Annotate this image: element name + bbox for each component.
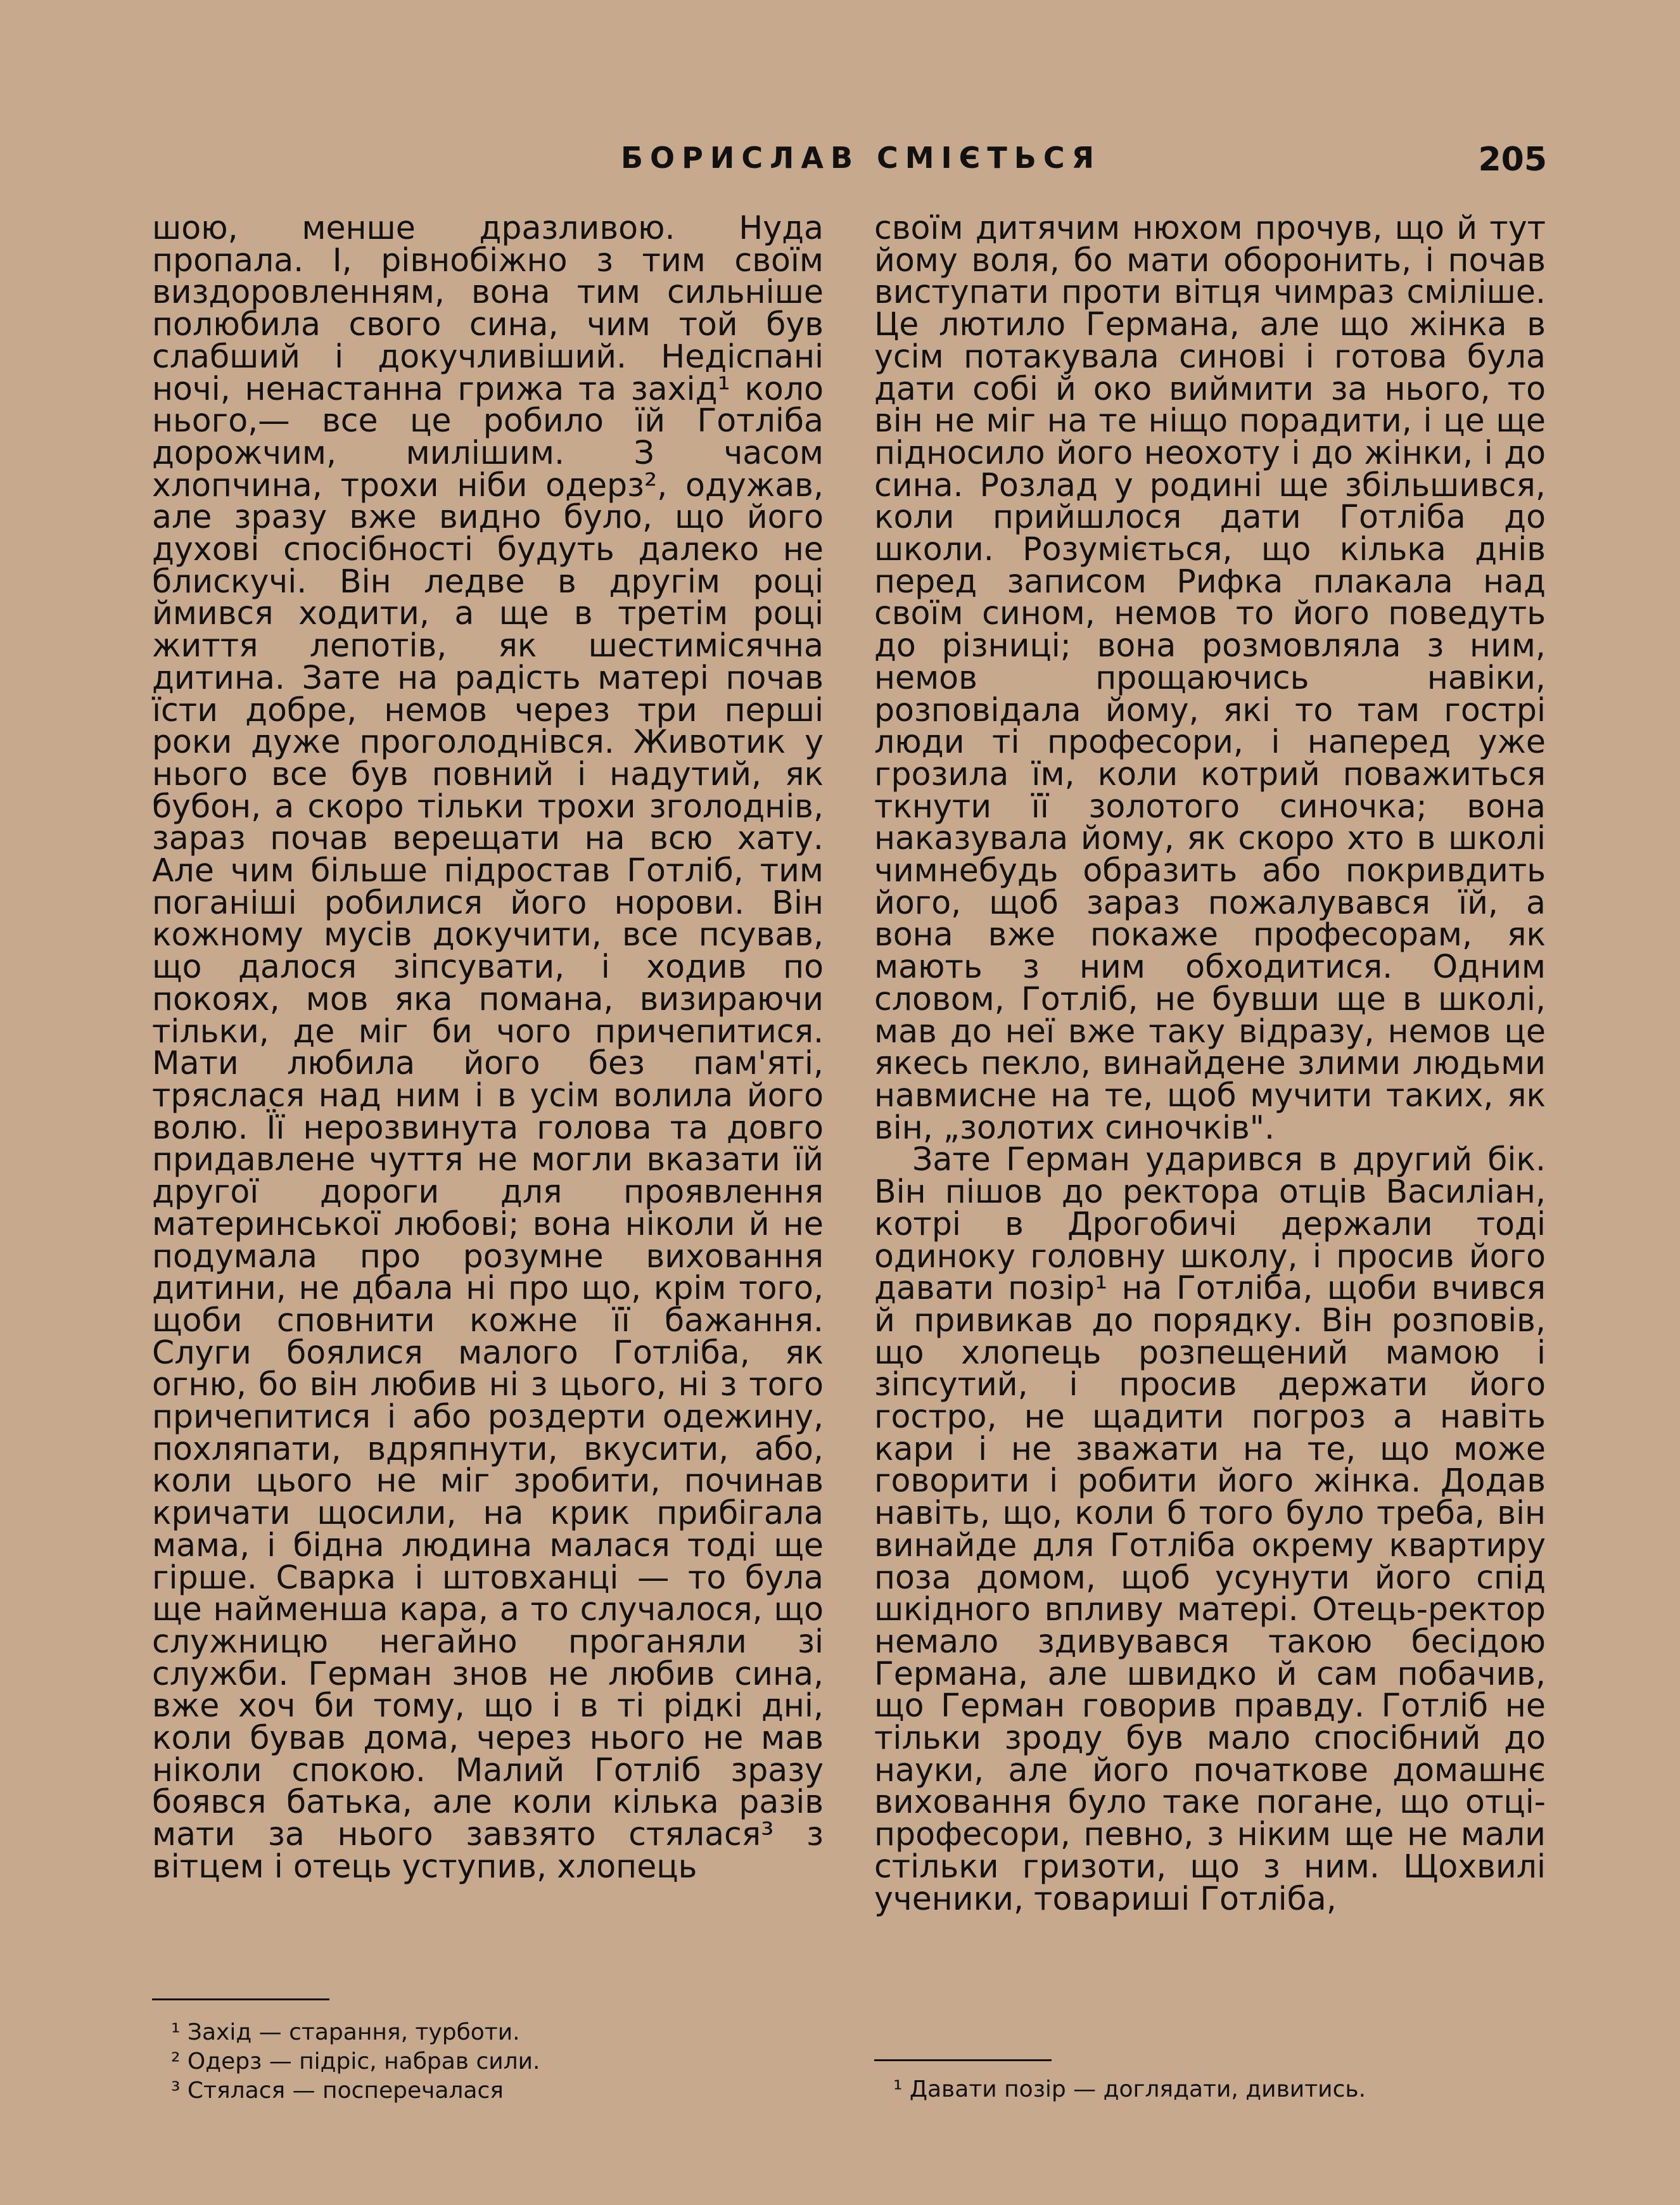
footnote-divider-left [152,1998,329,2000]
footnote-2: ² Одерз — підріс, набрав сили. [171,2048,540,2074]
left-column [152,209,824,1885]
footnotes-right [893,2075,1366,2104]
right-column [874,209,1546,1917]
right-paragraph-2: Зате Герман ударився в другий бік. Він пішов до ректора отців Василіан, котрі в Дрогобичі держали тоді одиноку головну школу, і просив його давати позір¹ на Готліба, щоби вчився й привикав до порядку. Він розповів, що хлопець розпещений мамою і зіпсутий, і просив держати його гостро, не щадити погроз а навіть кари і не зважати на те, що може говорити і робити його жінка. Додав навіть, що, коли б того було треба, він винайде для Готліба окрему квартиру поза домом, щоб усунути його спід шкідного впливу матері. Отець-ректор немало здивувався такою бесідою Германа, але швидко й сам побачив, що Герман говорив правду. Готліб не тільки зроду був мало спосібний до науки, але його початкове домашнє виховання було таке погане, що отці-професори, певно, з ніким ще не мали стільки гризоти, що з ним. Щохвилі ученики, товариші Готліба, [874,1141,1546,1917]
page-number: 205 [1478,141,1547,179]
footnote-right-1: ¹ Давати позір — доглядати, дивитись. [893,2076,1366,2102]
footnotes-left [171,2018,540,2106]
footnote-divider-right [874,2059,1052,2061]
running-title: БОРИСЛАВ СМІЄТЬСЯ [621,141,1102,175]
footnote-1: ¹ Захід — старання, турботи. [171,2019,520,2045]
right-paragraph-1: своїм дитячим нюхом прочув, що й тут йому воля, бо мати оборонить, і почав виступати проти вітця чимраз сміліше. Це лютило Германа, але що жінка в усім потакувала синові і готова була дати собі й око виймити за нього, то він не міг на те ніщо порадити, і це ще підносило його неохоту і до жінки, і до сина. Розлад у родині ще збільшився, коли прийшлося дати Готліба до школи. Розуміється, що кілька днів перед записом Рифка плакала над своїм сином, немов то його поведуть до різниці; вона розмовляла з ним, немов прощаючись навіки, розповідала йому, які то там гострі люди ті професори, і наперед уже грозила їм, коли котрий поважиться ткнути її золотого синочка; вона наказувала йому, як скоро хто в школі чимнебудь образить або покривдить його, щоб зараз пожалувався їй, а вона вже покаже професорам, як мають з ним обходитися. Одним словом, Готліб, не бувши ще в школі, мав до неї вже таку відразу, немов це якесь пекло, винайдене злими людьми навмисне на те, щоб мучити таких, як він, „золотих синочків". [874,209,1546,1146]
left-paragraph-1: шою, менше дразливою. Нуда пропала. І, рівнобіжно з тим своїм виздоровленням, вона тим сильніше полюбила свого сина, чим той був слабший і докучливіший. Недіспані ночі, ненастанна грижа та захід¹ коло нього,— все це робило їй Готліба дорожчим, милішим. З часом хлопчина, трохи ніби одерз², одужав, але зразу вже видно було, що його духові спосібності будуть далеко не блискучі. Він ледве в другім році ймився ходити, а ще в третім році життя лепотів, як шестимісячна дитина. Зате на радість матері почав їсти добре, немов через три перші роки дуже проголоднівся. Животик у нього все був повний і надутий, як бубон, а скоро тільки трохи зголоднів, зараз почав верещати на всю хату. Але чим більше підростав Готліб, тим поганіші робилися його норови. Він кожному мусів докучити, все псував, що далося зіпсувати, і ходив по покоях, мов яка помана, визираючи тільки, де міг би чого причепитися. Мати любила його без пам'яті, тряслася над ним і в усім волила його волю. Її нерозвинута голова та довго придавлене чуття не могли вказати їй другої дороги для проявлення материнської любові; вона ніколи й не подумала про розумне виховання дитини, не дбала ні про що, крім того, щоби сповнити кожне її бажання. Слуги боялися малого Готліба, як огню, бо він любив ні з цього, ні з того причепитися і або роздерти одежину, похляпати, вдряпнути, вкусити, або, коли цього не міг зробити, починав кричати щосили, на крик прибігала мама, і бідна людина малася тоді ще гірше. Сварка і штовханці — то була ще найменша кара, а то случалося, що служницю негайно проганяли зі служби. Герман знов не любив сина, вже хоч би тому, що і в ті рідкі дні, коли бував дома, через нього не мав ніколи спокою. Малий Готліб зразу боявся батька, але коли кілька разів мати за нього завзято стялася³ з вітцем і отець уступив, хлопець [152,209,824,1885]
footnote-3: ³ Стялася — посперечалася [171,2078,504,2104]
